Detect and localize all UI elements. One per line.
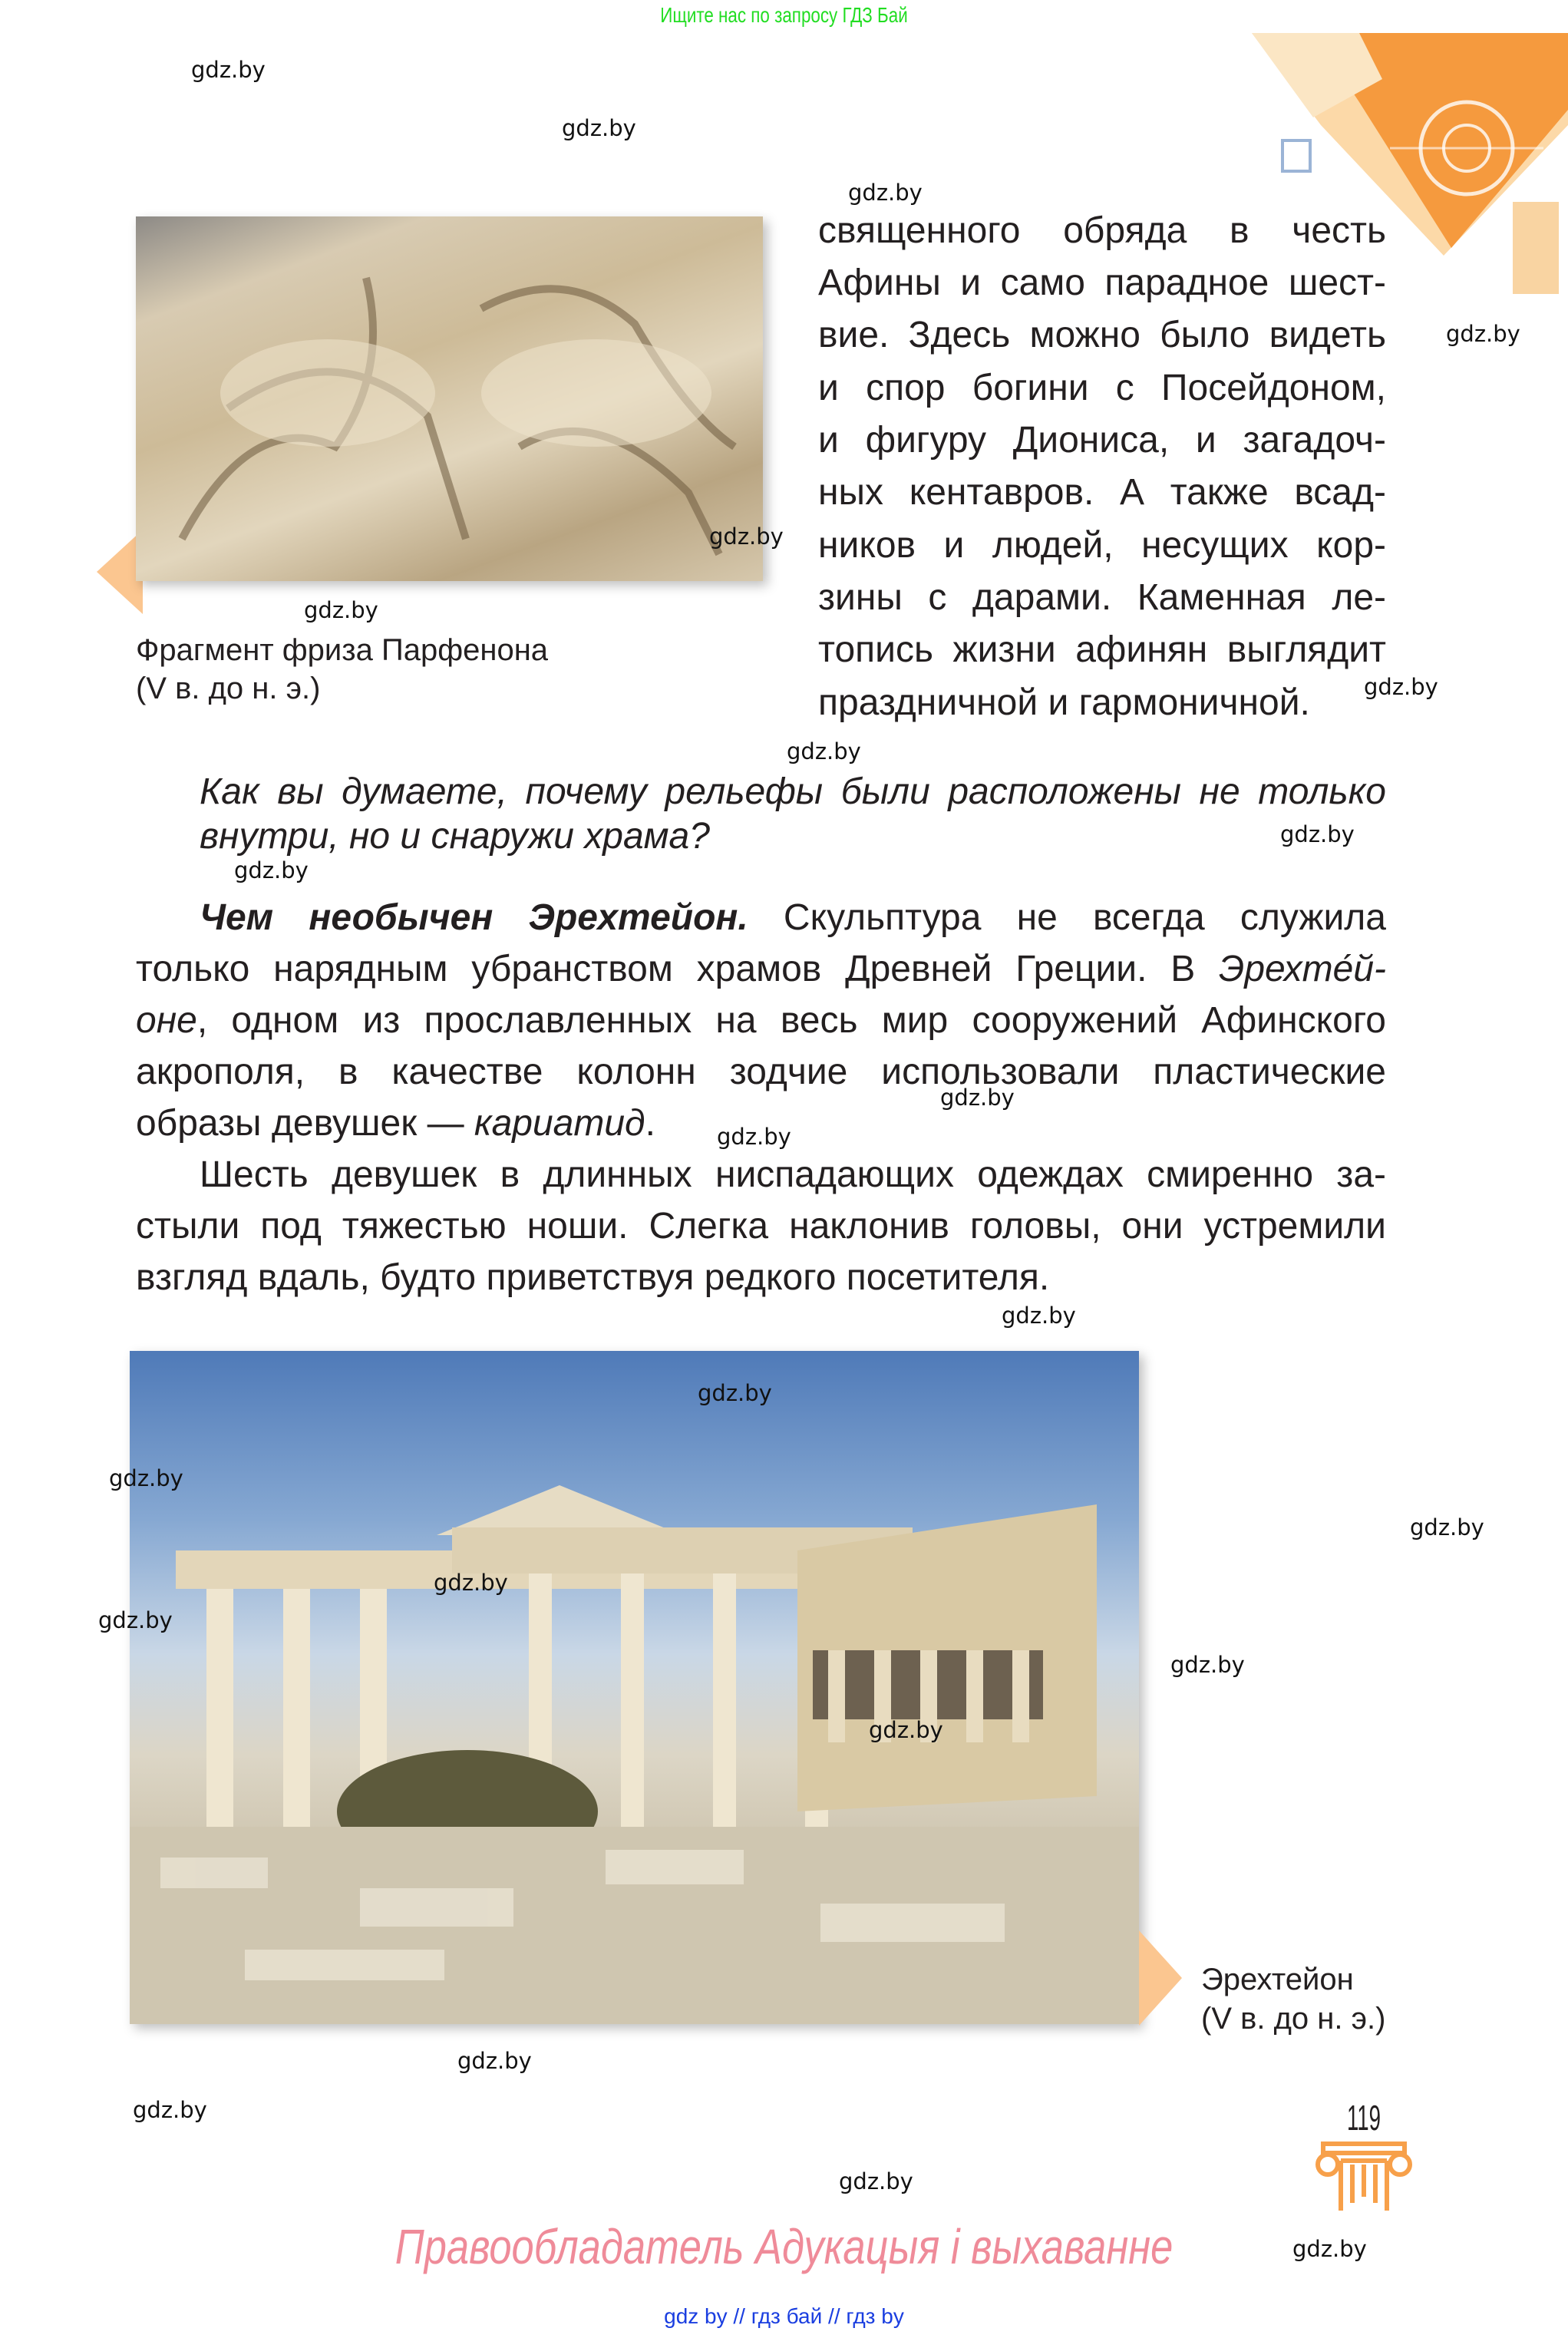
watermark: gdz.by [1002, 1303, 1076, 1329]
text-italic: Эрехте́й- [1219, 949, 1386, 989]
erechtheion-photo [130, 1351, 1139, 2024]
text-line: священного обряда в честь [818, 210, 1386, 251]
frieze-caption-line1: Фрагмент фриза Парфенона [136, 633, 549, 667]
section-heading: Чем необычен Эрехтейон. [200, 897, 748, 938]
text-line: Афины и само парадное шест- [818, 263, 1386, 303]
watermark: gdz.by [457, 2048, 532, 2074]
site-links[interactable]: gdz by // гдз бай // гдз by [664, 2304, 904, 2328]
watermark: gdz.by [1280, 821, 1355, 847]
text-italic: оне [136, 1000, 197, 1041]
paragraph-line: взгляд вдаль, будто приветствуя редкого посетителя. [136, 1257, 1050, 1298]
paragraph-line: акрополя, в качестве колонн зодчие использовали пластические [136, 1052, 1386, 1092]
watermark: gdz.by [562, 115, 636, 141]
watermark: gdz.by [709, 523, 784, 550]
orange-arrow-marker [1139, 1930, 1182, 2026]
watermark: gdz.by [940, 1085, 1015, 1111]
paragraph-line [136, 998, 1386, 1044]
question-line2: внутри, но и снаружи храма? [200, 816, 710, 857]
text-line: и спор богини с Посейдоном, [818, 368, 1386, 408]
copyright-notice: Правообладатель Адукацыя і выхаванне [394, 2219, 1174, 2274]
watermark: gdz.by [1364, 674, 1438, 700]
watermark: gdz.by [304, 597, 378, 623]
paragraph-line [136, 1101, 655, 1147]
ionic-column-icon [1314, 2142, 1414, 2218]
watermark: gdz.by [1410, 1514, 1484, 1541]
paragraph-line: Шесть девушек в длинных ниспадающих одеждах смиренно за- [200, 1154, 1386, 1195]
question-line1: Как вы думаете, почему рельефы были расположены не только [200, 771, 1386, 812]
text: , одном из прославленных на весь мир сооружений Афинского [196, 1000, 1386, 1041]
paragraph-line [136, 946, 1386, 992]
watermark: gdz.by [787, 738, 861, 764]
text-italic: кариатид [474, 1103, 645, 1144]
text-line: топись жизни афинян выглядит [818, 629, 1386, 670]
watermark: gdz.by [434, 1570, 508, 1596]
watermark: gdz.by [848, 180, 923, 206]
watermark: gdz.by [191, 57, 266, 83]
search-hint[interactable]: Ищите нас по запросу ГДЗ Бай [660, 3, 908, 27]
watermark: gdz.by [133, 2097, 207, 2123]
watermark: gdz.by [1170, 1652, 1245, 1678]
watermark: gdz.by [839, 2168, 913, 2194]
text: Скульптура не всегда служила [748, 897, 1386, 938]
text: . [645, 1103, 655, 1144]
text-line: зины с дарами. Каменная ле- [818, 577, 1386, 618]
paragraph-line: стыли под тяжестью ноши. Слегка наклонив головы, они устремили [136, 1206, 1386, 1247]
watermark: gdz.by [869, 1717, 943, 1743]
watermark: gdz.by [109, 1465, 183, 1491]
text: только нарядным убранством храмов Древней Греции. В [136, 949, 1220, 989]
paragraph-line [200, 895, 1386, 941]
text: образы девушек — [136, 1103, 474, 1144]
watermark: gdz.by [1446, 321, 1520, 347]
watermark: gdz.by [698, 1380, 772, 1406]
erechtheion-caption-line1: Эрехтейон [1201, 1963, 1354, 1996]
frieze-caption-line2: (V в. до н. э.) [136, 672, 321, 705]
parthenon-frieze-image [136, 216, 763, 581]
erechtheion-caption-line2: (V в. до н. э.) [1201, 2002, 1386, 2036]
text-line: праздничной и гармоничной. [818, 682, 1310, 723]
text-line: и фигуру Диониса, и загадоч- [818, 420, 1386, 461]
watermark: gdz.by [717, 1124, 791, 1150]
text-line: ников и людей, несущих кор- [818, 525, 1386, 566]
text-line: ных кентавров. А также всад- [818, 472, 1386, 513]
watermark: gdz.by [1292, 2236, 1367, 2262]
page-number: 119 [1347, 2098, 1381, 2138]
text-line: вие. Здесь можно было видеть [818, 315, 1386, 355]
watermark: gdz.by [234, 857, 309, 883]
watermark: gdz.by [98, 1607, 173, 1633]
